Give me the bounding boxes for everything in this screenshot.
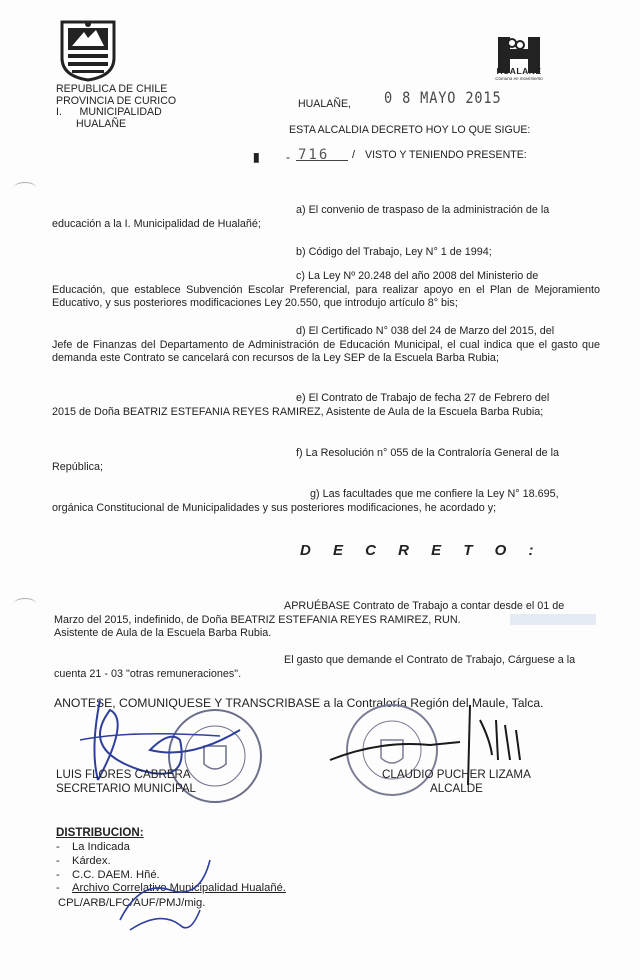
consideration-rest: República; [52,460,104,473]
alcaldia-line: ESTA ALCALDIA DECRETO HOY LO QUE SIGUE: [289,124,531,136]
republic-block [56,84,176,130]
punch-mark [14,598,36,609]
decree-prefix-mark: ▮ [253,150,260,164]
decreto-heading: D E C R E T O : [300,542,543,559]
distribution-item: - La Indicada [56,841,286,855]
redacted-run [510,614,596,625]
left-signatory-title: SECRETARIO MUNICIPAL [56,782,197,795]
distribution-list [56,841,286,896]
left-signatory-name: LUIS FLORES CABRERA [56,768,191,781]
date-stamp: 0 8 MAYO 2015 [384,88,502,107]
expense-rest: cuenta 21 - 03 "otras remuneraciones". [54,667,242,680]
resolution-expense [54,654,612,681]
consideration-rest: orgánica Constitucional de Municipalidades y sus posteriores modificaciones, he acordado y; [52,501,497,514]
consideration-g [52,488,600,515]
consideration-c [52,270,600,311]
right-signatory-name: CLAUDIO PUCHER LIZAMA [382,768,531,781]
right-signatory [382,768,531,796]
expense-lead: El gasto que demande el Contrato de Trabajo, Cárguese a la [284,654,576,666]
distribution-initials: CPL/ARB/LFC/AUF/PMJ/mig. [58,897,206,909]
consideration-rest: Jefe de Finanzas del Departamento de Administración de Educación Municipal, el cual indica que el gasto que demanda este Contrato se cancelará con recursos de la Ley SEP de la Escuela Barba Rubia; [52,338,600,364]
consideration-rest: 2015 de Doña BEATRIZ ESTEFANIA REYES RAMIREZ, Asistente de Aula de la Escuela Barba Rubia; [52,405,544,418]
decree-slash: / [352,149,356,161]
header-line: I. MUNICIPALIDAD [56,106,162,118]
place-label: HUALAÑE, [298,98,351,110]
approve-rest-2: Asistente de Aula de la Escuela Barba Rubia. [54,627,272,639]
approve-rest: Marzo del 2015, indefinido, de Doña BEATRIZ ESTEFANIA REYES RAMIREZ, RUN. [54,613,461,626]
consideration-f [52,447,600,474]
consideration-e [52,392,600,419]
header-line: REPUBLICA DE CHILE [56,83,168,95]
approve-lead: APRUÉBASE Contrato de Trabajo a contar desde el 01 de [284,600,565,612]
consideration-lead: a) El convenio de traspaso de la administración de la [296,204,550,216]
right-signatory-title: ALCALDE [430,782,483,795]
decree-dot: - [286,150,290,164]
consideration-lead: f) La Resolución n° 055 de la Contraloría General de la [296,447,560,459]
consideration-b [52,246,600,260]
logo-name: HUALAÑE [496,66,542,76]
consideration-a [52,204,600,231]
distribution-item: - Archivo Correlativo Municipalidad Hualañé. [56,882,286,896]
distribution-item: - C.C. DAEM. Hñé. [56,869,286,883]
consideration-rest: educación a la I. Municipalidad de Hualañé; [52,217,261,230]
consideration-rest: Educación, que establece Subvención Escolar Preferencial, para realizar apoyo en el Plan de Mejoramiento Educativo, y sus posteriores modificaciones Ley 20.550, que introdujo artículo 8° bis; [52,283,600,309]
distribution-title: DISTRIBUCION: [56,826,144,839]
decree-number: 716 [298,147,330,163]
consideration-lead: b) Código del Trabajo, Ley N° 1 de 1994; [296,246,492,258]
anotese-line: ANOTESE, COMUNIQUESE Y TRANSCRIBASE a la Contraloría Región del Maule, Talca. [54,696,544,710]
consideration-lead: c) La Ley Nº 20.248 del año 2008 del Ministerio de [296,270,539,282]
distribution-item: - Kárdex. [56,855,286,869]
visto-line: VISTO Y TENIENDO PRESENTE: [365,149,527,161]
punch-mark [14,182,36,193]
header-line: HUALAÑE [76,117,127,130]
consideration-lead: g) Las facultades que me confiere la Ley N° 18.695, [310,488,559,500]
left-signatory [56,768,196,796]
decree-underline [296,160,348,161]
header-line: PROVINCIA DE CURICO [56,94,177,107]
municipal-crest-icon [58,18,118,82]
consideration-lead: d) El Certificado N° 038 del 24 de Marzo del 2015, del [296,325,555,337]
consideration-lead: e) El Contrato de Trabajo de fecha 27 de Febrero del [296,392,550,404]
consideration-d [52,325,600,366]
logo-tagline: Comuna en movimiento [495,76,543,81]
